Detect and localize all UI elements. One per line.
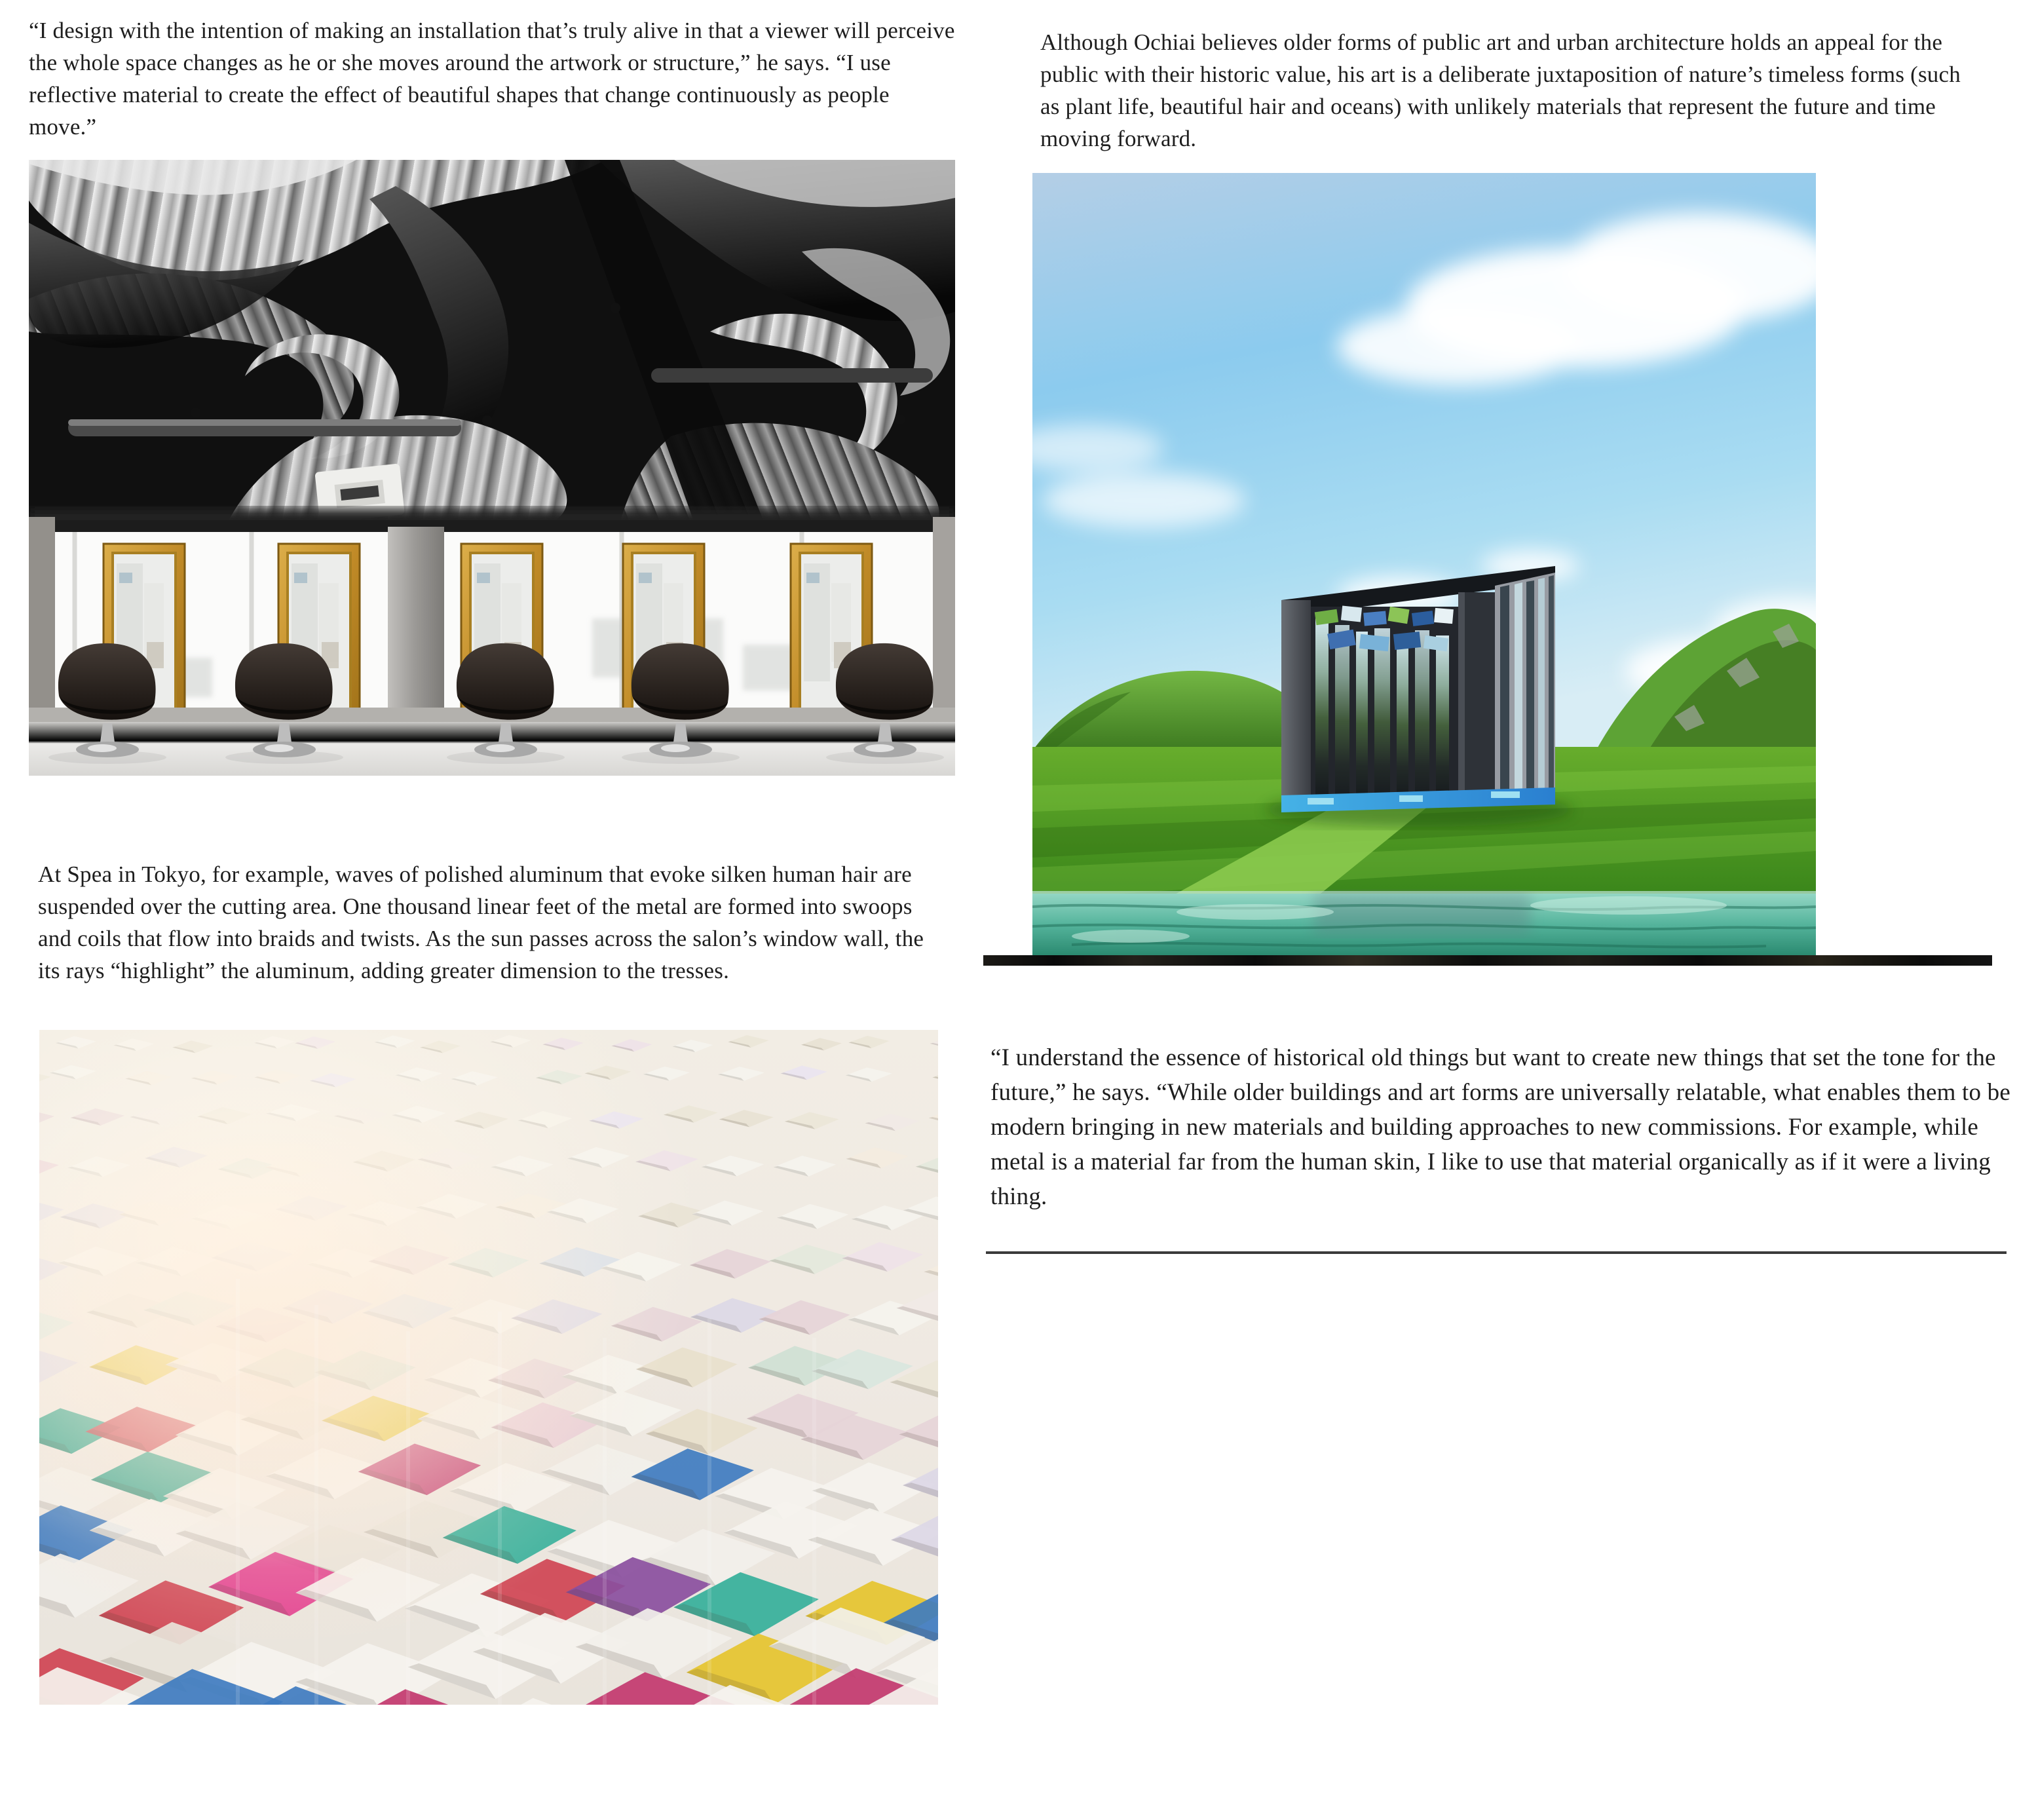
figure-suspended-cards-installation xyxy=(39,1030,938,1705)
cube-render-illustration xyxy=(1032,173,1816,955)
figure-mirror-cube-render xyxy=(1032,173,1816,955)
paragraph-historical-essence: “I understand the essence of historical old things but want to create new things that set the tone for the future,” he says. “While older buildings and art forms are universally relatable, what enables them to be modern bringing in new materials and building approaches to new commissions. For example, while metal is a material far from the human skin, I like to use that material organically as if it were a living thing. xyxy=(990,1044,2010,1210)
section-divider-rule xyxy=(986,1251,2007,1254)
paragraph-ochiai-belief: Although Ochiai believes older forms of public art and urban architecture holds an appeal for the public with their historic value, his art is a deliberate juxtaposition of nature’s timeless forms (such as plant life, beautiful hair and oceans) with unlikely materials that represent the future and time moving forward. xyxy=(1040,29,1961,151)
salon-photo-illustration xyxy=(29,160,955,776)
paragraph-design-intention: “I design with the intention of making an installation that’s truly alive in that a viewer will perceive the whole space changes as he or she moves around the artwork or structure,” he says. “I use reflective material to create the effect of beautiful shapes that change continuously as people move.” xyxy=(29,18,955,140)
paragraph-spea-tokyo: At Spea in Tokyo, for example, waves of polished aluminum that evoke silken human hair are suspended over the cutting area. One thousand linear feet of the metal are formed into swoops and coils that flow into braids and twists. As the sun passes across the salon’s window wall, the its rays “highlight” the aluminum, adding greater dimension to the tresses. xyxy=(38,862,924,983)
dark-image-strip xyxy=(983,955,1992,966)
cards-installation-illustration xyxy=(39,1030,938,1705)
figure-salon-aluminum-installation xyxy=(29,160,955,776)
